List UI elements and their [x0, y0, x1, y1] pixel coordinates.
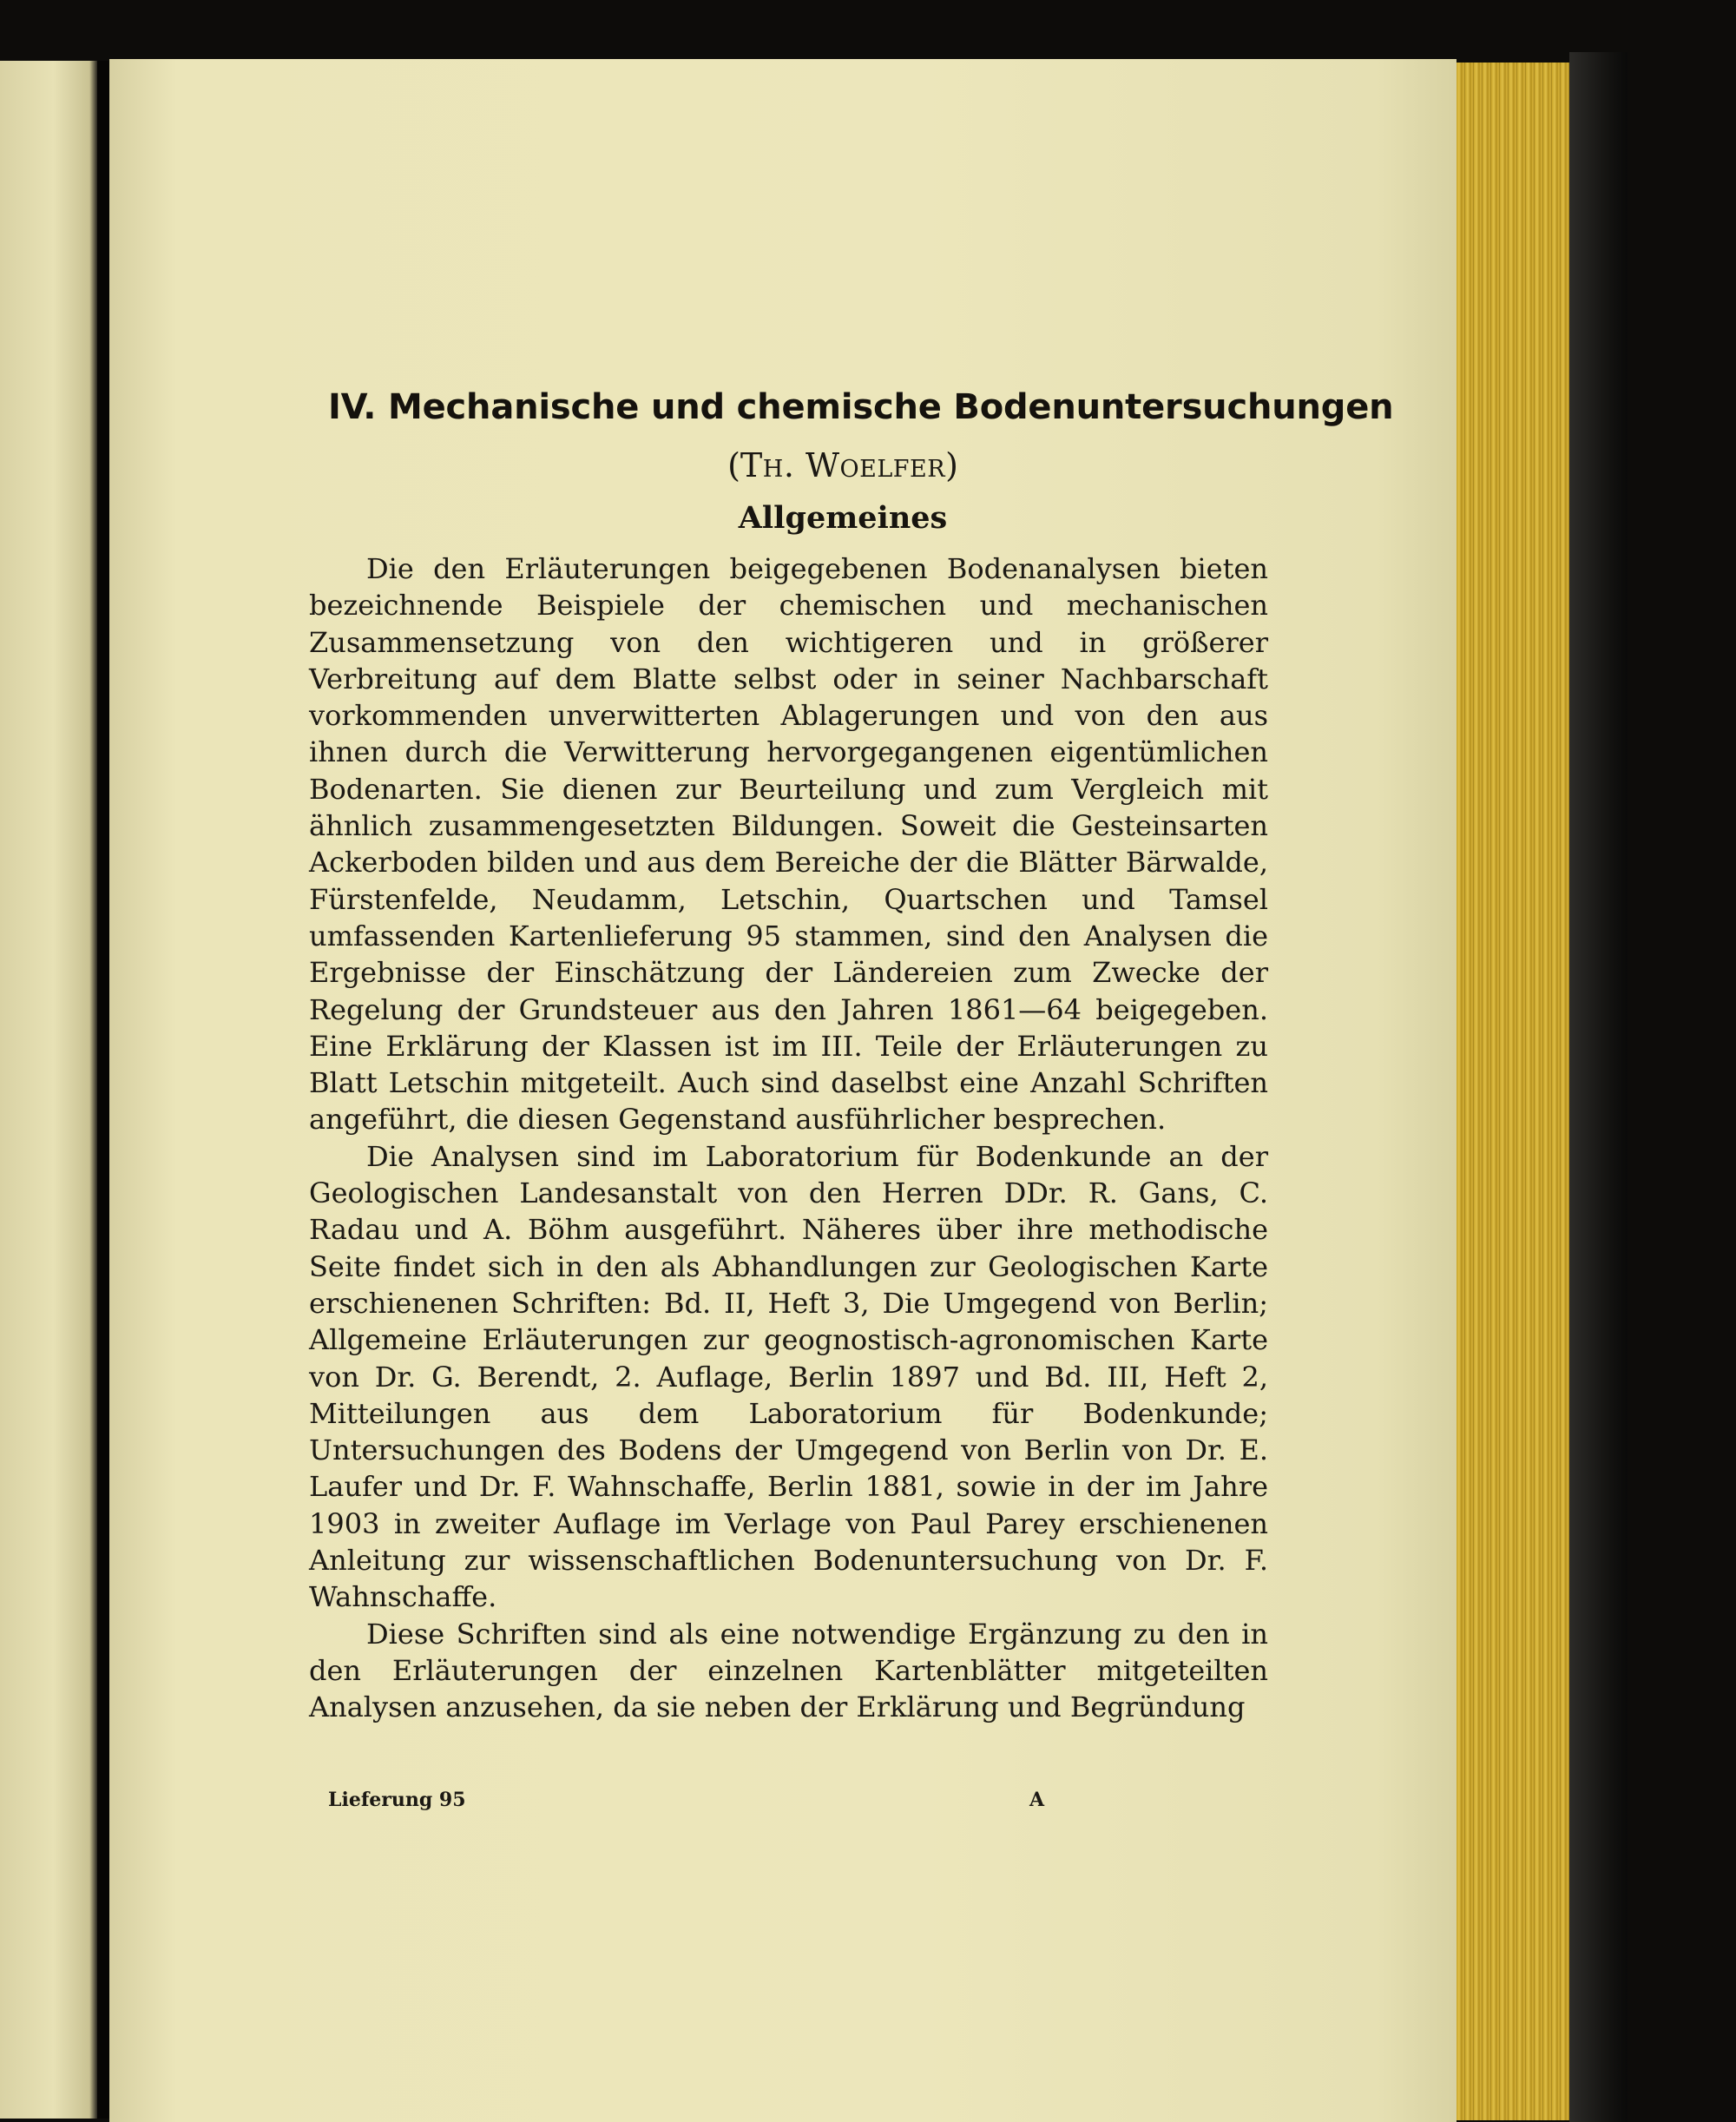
section-title: Allgemeines	[738, 500, 948, 536]
paragraph: Die den Erläuterungen beigegebenen Bodenanalysen bieten bezeichnende Beispiele der chemischen und mechanischen Zusammensetzung von den wichtigeren und in größerer Verbreitung auf dem Blatte selbst oder in seiner Nachbarschaft vorkommenden unverwitterten Ablagerungen und von den aus ihnen durch die Verwitterung hervorgegangenen eigentümlichen Bodenarten. Sie dienen zur Beurteilung und zum Vergleich mit ähnlich zusammengesetzten Bildungen. Soweit die Gesteinsarten Ackerboden bilden und aus dem Bereiche der die Blätter Bärwalde, Fürstenfelde, Neudamm, Letschin, Quartschen und Tamsel umfassenden Kartenlieferung 95 stammen, sind den Analysen die Ergebnisse der Einschätzung der Ländereien zum Zwecke der Regelung der Grundsteuer aus den Jahren 1861—64 beigegeben. Eine Erklärung der Klassen ist im III. Teile der Erläuterungen zu Blatt Letschin mitgeteilt. Auch sind daselbst eine Anzahl Schriften angeführt, die diesen Gegenstand ausführlicher besprechen.	[309, 552, 1268, 1137]
author-open-paren: (	[727, 446, 740, 484]
signature-mark-right: A	[1029, 1789, 1045, 1811]
document-page	[109, 59, 1457, 2122]
paragraph: Diese Schriften sind als eine notwendige Ergänzung zu den in den Erläuterungen der einzelnen Kartenblätter mitgeteilten Analysen anzusehen, da sie neben der Erklärung und Begründung	[309, 1617, 1268, 1724]
left-page-edge	[0, 61, 97, 2119]
author-line	[109, 446, 1576, 484]
paragraph: Die Analysen sind im Laboratorium für Bodenkunde an der Geologischen Landesanstalt von den Herren DDr. R. Gans, C. Radau und A. Böhm ausgeführt. Näheres über ihre methodische Seite findet sich in den als Abhandlungen zur Geologischen Karte erschienenen Schriften: Bd. II, Heft 3, Die Umgegend von Berlin; Allgemeine Erläuterungen zur geognostisch-agronomischen Karte von Dr. G. Berendt, 2. Auflage, Berlin 1897 und Bd. III, Heft 2, Mitteilungen aus dem Laboratorium für Bodenkunde; Untersuchungen des Bodens der Umgegend von Berlin von Dr. E. Laufer und Dr. F. Wahnschaffe, Berlin 1881, sowie in der im Jahre 1903 in zweiter Auflage im Verlage von Paul Parey erschienenen Anleitung zur wissenschaftlichen Bodenuntersuchung von Dr. F. Wahnschaffe.	[309, 1139, 1268, 1614]
signature-mark-left: Lieferung 95	[328, 1789, 466, 1811]
page-content	[109, 59, 1457, 2122]
author-close-paren: )	[945, 446, 958, 484]
book-cover-board	[1569, 52, 1628, 2122]
body-text	[309, 550, 1268, 1726]
gilt-page-edges	[1457, 63, 1569, 2120]
author-name: Th. Woelfer	[740, 446, 946, 484]
chapter-title: IV. Mechanische und chemische Bodenuntersuchungen	[328, 387, 1394, 427]
book-gutter	[97, 61, 109, 2119]
